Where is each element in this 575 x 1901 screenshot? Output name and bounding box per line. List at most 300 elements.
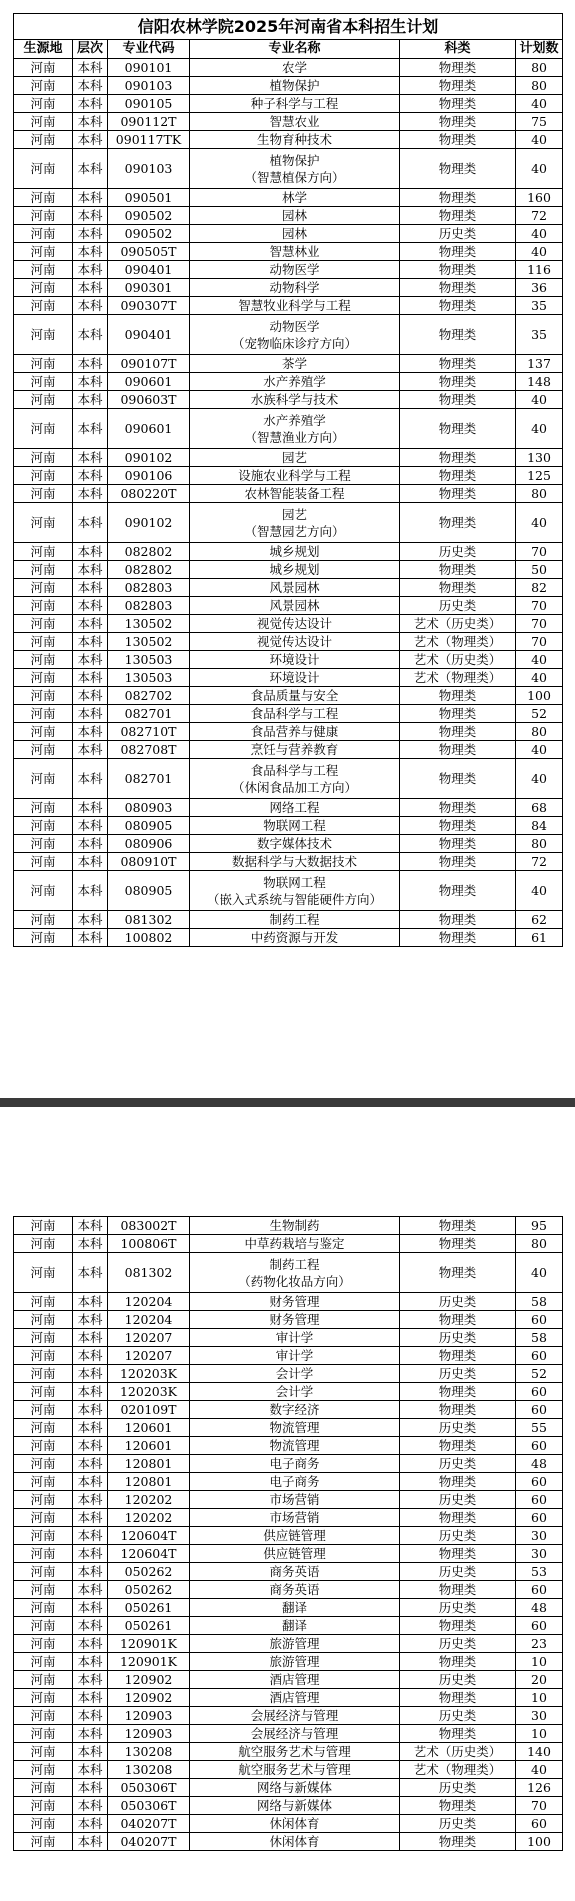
plan-count-cell: 160 <box>516 189 563 207</box>
category-cell: 物理类 <box>400 705 516 723</box>
major-code-cell: 120202 <box>108 1509 190 1527</box>
table-row <box>14 669 563 687</box>
table-row <box>14 1527 563 1545</box>
table-row <box>14 615 563 633</box>
level-cell: 本科 <box>73 355 108 373</box>
major-code-cell: 120901K <box>108 1653 190 1671</box>
plan-count-cell: 84 <box>516 817 563 835</box>
table-row <box>14 651 563 669</box>
major-name-cell: 林学 <box>190 189 400 207</box>
origin-cell: 河南 <box>14 355 73 373</box>
major-name-cell: 农学 <box>190 59 400 77</box>
origin-cell: 河南 <box>14 1671 73 1689</box>
table-row <box>14 1419 563 1437</box>
origin-cell: 河南 <box>14 315 73 355</box>
major-code-cell: 080905 <box>108 817 190 835</box>
major-name-cell: 环境设计 <box>190 669 400 687</box>
plan-count-cell: 80 <box>516 1235 563 1253</box>
level-cell: 本科 <box>73 261 108 279</box>
category-cell: 物理类 <box>400 189 516 207</box>
origin-cell: 河南 <box>14 225 73 243</box>
major-code-cell: 090401 <box>108 261 190 279</box>
major-name-cell: 中药资源与开发 <box>190 929 400 947</box>
major-name-cell: 供应链管理 <box>190 1545 400 1563</box>
table-row <box>14 1833 563 1851</box>
major-code-cell: 120801 <box>108 1455 190 1473</box>
category-cell: 历史类 <box>400 1455 516 1473</box>
origin-cell: 河南 <box>14 1383 73 1401</box>
table-row <box>14 95 563 113</box>
origin-cell: 河南 <box>14 1617 73 1635</box>
major-code-cell: 120204 <box>108 1311 190 1329</box>
origin-cell: 河南 <box>14 1527 73 1545</box>
major-code-cell: 120203K <box>108 1383 190 1401</box>
category-cell: 物理类 <box>400 1217 516 1235</box>
major-name-cell: 生物育种技术 <box>190 131 400 149</box>
major-name-cell: 数据科学与大数据技术 <box>190 853 400 871</box>
origin-cell: 河南 <box>14 1419 73 1437</box>
origin-cell: 河南 <box>14 669 73 687</box>
origin-cell: 河南 <box>14 1563 73 1581</box>
category-cell: 物理类 <box>400 95 516 113</box>
level-cell: 本科 <box>73 207 108 225</box>
category-cell: 物理类 <box>400 503 516 543</box>
origin-cell: 河南 <box>14 297 73 315</box>
level-cell: 本科 <box>73 225 108 243</box>
category-cell: 物理类 <box>400 759 516 799</box>
plan-count-cell: 10 <box>516 1725 563 1743</box>
level-cell: 本科 <box>73 503 108 543</box>
major-name-cell: 园林 <box>190 225 400 243</box>
major-name-cell: 酒店管理 <box>190 1689 400 1707</box>
major-code-cell: 120604T <box>108 1527 190 1545</box>
page-separator <box>0 1098 575 1107</box>
origin-cell: 河南 <box>14 561 73 579</box>
level-cell: 本科 <box>73 1235 108 1253</box>
category-cell: 物理类 <box>400 297 516 315</box>
plan-count-cell: 48 <box>516 1455 563 1473</box>
major-code-cell: 120902 <box>108 1671 190 1689</box>
level-cell: 本科 <box>73 705 108 723</box>
table-row <box>14 409 563 449</box>
table-row <box>14 373 563 391</box>
origin-cell: 河南 <box>14 1689 73 1707</box>
origin-cell: 河南 <box>14 409 73 449</box>
major-name-cell: 网络与新媒体 <box>190 1797 400 1815</box>
major-name-cell: 视觉传达设计 <box>190 633 400 651</box>
plan-count-cell: 40 <box>516 131 563 149</box>
major-name-cell: 植物保护 （智慧植保方向） <box>190 149 400 189</box>
table-row <box>14 1509 563 1527</box>
origin-cell: 河南 <box>14 391 73 409</box>
major-code-cell: 082702 <box>108 687 190 705</box>
category-cell: 历史类 <box>400 597 516 615</box>
origin-cell: 河南 <box>14 189 73 207</box>
major-code-cell: 090102 <box>108 503 190 543</box>
level-cell: 本科 <box>73 817 108 835</box>
category-cell: 物理类 <box>400 59 516 77</box>
plan-count-cell: 80 <box>516 485 563 503</box>
level-cell: 本科 <box>73 1653 108 1671</box>
origin-cell: 河南 <box>14 1833 73 1851</box>
origin-cell: 河南 <box>14 871 73 911</box>
origin-cell: 河南 <box>14 373 73 391</box>
table-row <box>14 1455 563 1473</box>
level-cell: 本科 <box>73 1329 108 1347</box>
plan-count-cell: 72 <box>516 207 563 225</box>
major-name-cell: 酒店管理 <box>190 1671 400 1689</box>
plan-count-cell: 62 <box>516 911 563 929</box>
major-code-cell: 090401 <box>108 315 190 355</box>
level-cell: 本科 <box>73 373 108 391</box>
origin-cell: 河南 <box>14 1329 73 1347</box>
plan-count-cell: 40 <box>516 409 563 449</box>
category-cell: 历史类 <box>400 543 516 561</box>
major-name-cell: 种子科学与工程 <box>190 95 400 113</box>
origin-cell: 河南 <box>14 543 73 561</box>
table-row <box>14 1815 563 1833</box>
category-cell: 物理类 <box>400 261 516 279</box>
table-row <box>14 297 563 315</box>
major-name-cell: 财务管理 <box>190 1293 400 1311</box>
table-row <box>14 261 563 279</box>
major-code-cell: 090103 <box>108 77 190 95</box>
major-name-cell: 制药工程 （药物化妆品方向） <box>190 1253 400 1293</box>
major-code-cell: 090601 <box>108 373 190 391</box>
table-row <box>14 1217 563 1235</box>
table-title: 信阳农林学院2025年河南省本科招生计划 <box>14 14 563 40</box>
major-name-cell: 翻译 <box>190 1617 400 1635</box>
major-name-cell: 市场营销 <box>190 1491 400 1509</box>
plan-count-cell: 53 <box>516 1563 563 1581</box>
header-origin: 生源地 <box>14 40 73 59</box>
table-row <box>14 467 563 485</box>
category-cell: 物理类 <box>400 467 516 485</box>
category-cell: 艺术（历史类） <box>400 1743 516 1761</box>
level-cell: 本科 <box>73 1563 108 1581</box>
plan-count-cell: 60 <box>516 1437 563 1455</box>
major-name-cell: 市场营销 <box>190 1509 400 1527</box>
origin-cell: 河南 <box>14 1217 73 1235</box>
major-name-cell: 网络工程 <box>190 799 400 817</box>
category-cell: 物理类 <box>400 1581 516 1599</box>
major-code-cell: 120902 <box>108 1689 190 1707</box>
major-code-cell: 050306T <box>108 1779 190 1797</box>
origin-cell: 河南 <box>14 1707 73 1725</box>
origin-cell: 河南 <box>14 59 73 77</box>
category-cell: 物理类 <box>400 131 516 149</box>
category-cell: 物理类 <box>400 113 516 131</box>
category-cell: 物理类 <box>400 207 516 225</box>
level-cell: 本科 <box>73 1253 108 1293</box>
level-cell: 本科 <box>73 59 108 77</box>
plan-count-cell: 137 <box>516 355 563 373</box>
origin-cell: 河南 <box>14 1253 73 1293</box>
plan-count-cell: 140 <box>516 1743 563 1761</box>
plan-count-cell: 60 <box>516 1581 563 1599</box>
plan-count-cell: 40 <box>516 503 563 543</box>
major-name-cell: 中草药栽培与鉴定 <box>190 1235 400 1253</box>
table-row <box>14 1491 563 1509</box>
table-row <box>14 1743 563 1761</box>
major-name-cell: 供应链管理 <box>190 1527 400 1545</box>
table-row <box>14 131 563 149</box>
origin-cell: 河南 <box>14 1455 73 1473</box>
major-name-cell: 食品科学与工程 <box>190 705 400 723</box>
category-cell: 物理类 <box>400 449 516 467</box>
table-row <box>14 1401 563 1419</box>
origin-cell: 河南 <box>14 1311 73 1329</box>
category-cell: 物理类 <box>400 77 516 95</box>
level-cell: 本科 <box>73 741 108 759</box>
plan-count-cell: 40 <box>516 149 563 189</box>
table-row <box>14 1473 563 1491</box>
category-cell: 物理类 <box>400 391 516 409</box>
category-cell: 历史类 <box>400 1599 516 1617</box>
plan-count-cell: 10 <box>516 1653 563 1671</box>
major-code-cell: 082701 <box>108 759 190 799</box>
major-name-cell: 烹饪与营养教育 <box>190 741 400 759</box>
category-cell: 物理类 <box>400 1509 516 1527</box>
major-name-cell: 翻译 <box>190 1599 400 1617</box>
plan-count-cell: 10 <box>516 1689 563 1707</box>
major-name-cell: 食品科学与工程 （休闲食品加工方向） <box>190 759 400 799</box>
origin-cell: 河南 <box>14 1761 73 1779</box>
origin-cell: 河南 <box>14 149 73 189</box>
origin-cell: 河南 <box>14 741 73 759</box>
plan-count-cell: 72 <box>516 853 563 871</box>
major-code-cell: 082710T <box>108 723 190 741</box>
plan-count-cell: 40 <box>516 871 563 911</box>
plan-count-cell: 60 <box>516 1401 563 1419</box>
level-cell: 本科 <box>73 543 108 561</box>
origin-cell: 河南 <box>14 1815 73 1833</box>
major-code-cell: 090603T <box>108 391 190 409</box>
major-name-cell: 动物科学 <box>190 279 400 297</box>
table-row <box>14 225 563 243</box>
plan-count-cell: 30 <box>516 1545 563 1563</box>
major-name-cell: 食品营养与健康 <box>190 723 400 741</box>
plan-count-cell: 60 <box>516 1347 563 1365</box>
level-cell: 本科 <box>73 1455 108 1473</box>
table-row <box>14 355 563 373</box>
table-body <box>14 1217 563 1851</box>
major-name-cell: 水产养殖学 （智慧渔业方向） <box>190 409 400 449</box>
major-name-cell: 物流管理 <box>190 1419 400 1437</box>
table-row <box>14 799 563 817</box>
plan-count-cell: 60 <box>516 1509 563 1527</box>
plan-count-cell: 60 <box>516 1815 563 1833</box>
major-name-cell: 休闲体育 <box>190 1833 400 1851</box>
major-code-cell: 050262 <box>108 1581 190 1599</box>
major-code-cell: 120801 <box>108 1473 190 1491</box>
category-cell: 历史类 <box>400 1815 516 1833</box>
level-cell: 本科 <box>73 1689 108 1707</box>
origin-cell: 河南 <box>14 633 73 651</box>
level-cell: 本科 <box>73 835 108 853</box>
origin-cell: 河南 <box>14 1545 73 1563</box>
major-code-cell: 081302 <box>108 911 190 929</box>
major-code-cell: 082803 <box>108 597 190 615</box>
major-code-cell: 082802 <box>108 543 190 561</box>
level-cell: 本科 <box>73 1545 108 1563</box>
header-major-code: 专业代码 <box>108 40 190 59</box>
origin-cell: 河南 <box>14 1347 73 1365</box>
major-name-cell: 商务英语 <box>190 1563 400 1581</box>
plan-count-cell: 30 <box>516 1527 563 1545</box>
level-cell: 本科 <box>73 1509 108 1527</box>
table-row <box>14 597 563 615</box>
level-cell: 本科 <box>73 669 108 687</box>
major-code-cell: 020109T <box>108 1401 190 1419</box>
category-cell: 艺术（物理类） <box>400 1761 516 1779</box>
level-cell: 本科 <box>73 189 108 207</box>
major-name-cell: 农林智能装备工程 <box>190 485 400 503</box>
table-row <box>14 1347 563 1365</box>
table-row <box>14 1563 563 1581</box>
major-code-cell: 120203K <box>108 1365 190 1383</box>
table-row <box>14 315 563 355</box>
major-code-cell: 090501 <box>108 189 190 207</box>
category-cell: 历史类 <box>400 1671 516 1689</box>
origin-cell: 河南 <box>14 1725 73 1743</box>
plan-count-cell: 58 <box>516 1329 563 1347</box>
plan-count-cell: 126 <box>516 1779 563 1797</box>
table-row <box>14 1329 563 1347</box>
table-row <box>14 741 563 759</box>
level-cell: 本科 <box>73 391 108 409</box>
origin-cell: 河南 <box>14 95 73 113</box>
major-code-cell: 090307T <box>108 297 190 315</box>
category-cell: 物理类 <box>400 149 516 189</box>
plan-count-cell: 40 <box>516 1761 563 1779</box>
major-code-cell: 090117TK <box>108 131 190 149</box>
table-row <box>14 543 563 561</box>
major-name-cell: 动物医学 （宠物临床诊疗方向） <box>190 315 400 355</box>
plan-count-cell: 70 <box>516 597 563 615</box>
origin-cell: 河南 <box>14 1365 73 1383</box>
category-cell: 物理类 <box>400 1689 516 1707</box>
origin-cell: 河南 <box>14 449 73 467</box>
category-cell: 物理类 <box>400 723 516 741</box>
major-name-cell: 园林 <box>190 207 400 225</box>
category-cell: 历史类 <box>400 1491 516 1509</box>
plan-count-cell: 60 <box>516 1383 563 1401</box>
origin-cell: 河南 <box>14 1473 73 1491</box>
plan-count-cell: 125 <box>516 467 563 485</box>
category-cell: 物理类 <box>400 687 516 705</box>
table-row <box>14 911 563 929</box>
plan-count-cell: 58 <box>516 1293 563 1311</box>
category-cell: 物理类 <box>400 853 516 871</box>
major-name-cell: 动物医学 <box>190 261 400 279</box>
major-name-cell: 电子商务 <box>190 1455 400 1473</box>
plan-count-cell: 60 <box>516 1311 563 1329</box>
table-row <box>14 279 563 297</box>
major-name-cell: 风景园林 <box>190 579 400 597</box>
level-cell: 本科 <box>73 1581 108 1599</box>
plan-count-cell: 40 <box>516 741 563 759</box>
table-row <box>14 929 563 947</box>
major-name-cell: 审计学 <box>190 1329 400 1347</box>
plan-count-cell: 40 <box>516 225 563 243</box>
category-cell: 物理类 <box>400 561 516 579</box>
origin-cell: 河南 <box>14 503 73 543</box>
category-cell: 物理类 <box>400 1617 516 1635</box>
origin-cell: 河南 <box>14 131 73 149</box>
category-cell: 历史类 <box>400 1563 516 1581</box>
major-name-cell: 植物保护 <box>190 77 400 95</box>
plan-count-cell: 61 <box>516 929 563 947</box>
table-row <box>14 1253 563 1293</box>
category-cell: 物理类 <box>400 911 516 929</box>
plan-count-cell: 82 <box>516 579 563 597</box>
category-cell: 物理类 <box>400 741 516 759</box>
table-row <box>14 723 563 741</box>
origin-cell: 河南 <box>14 1797 73 1815</box>
plan-count-cell: 40 <box>516 759 563 799</box>
plan-count-cell: 40 <box>516 651 563 669</box>
major-code-cell: 090112T <box>108 113 190 131</box>
plan-count-cell: 130 <box>516 449 563 467</box>
level-cell: 本科 <box>73 1743 108 1761</box>
major-code-cell: 130503 <box>108 651 190 669</box>
major-name-cell: 数字媒体技术 <box>190 835 400 853</box>
major-name-cell: 水族科学与技术 <box>190 391 400 409</box>
major-code-cell: 120204 <box>108 1293 190 1311</box>
category-cell: 艺术（历史类） <box>400 615 516 633</box>
plan-count-cell: 70 <box>516 633 563 651</box>
level-cell: 本科 <box>73 651 108 669</box>
major-name-cell: 智慧牧业科学与工程 <box>190 297 400 315</box>
level-cell: 本科 <box>73 799 108 817</box>
level-cell: 本科 <box>73 485 108 503</box>
major-name-cell: 会计学 <box>190 1383 400 1401</box>
major-name-cell: 智慧林业 <box>190 243 400 261</box>
major-name-cell: 设施农业科学与工程 <box>190 467 400 485</box>
plan-count-cell: 70 <box>516 1797 563 1815</box>
category-cell: 物理类 <box>400 579 516 597</box>
origin-cell: 河南 <box>14 853 73 871</box>
level-cell: 本科 <box>73 929 108 947</box>
major-name-cell: 生物制药 <box>190 1217 400 1235</box>
table-row <box>14 449 563 467</box>
origin-cell: 河南 <box>14 261 73 279</box>
major-name-cell: 商务英语 <box>190 1581 400 1599</box>
table-row <box>14 1653 563 1671</box>
origin-cell: 河南 <box>14 1235 73 1253</box>
table-row <box>14 1437 563 1455</box>
level-cell: 本科 <box>73 315 108 355</box>
origin-cell: 河南 <box>14 1581 73 1599</box>
category-cell: 物理类 <box>400 1797 516 1815</box>
level-cell: 本科 <box>73 1815 108 1833</box>
plan-count-cell: 70 <box>516 615 563 633</box>
category-cell: 历史类 <box>400 1707 516 1725</box>
category-cell: 历史类 <box>400 1293 516 1311</box>
admission-table-part-1 <box>13 13 562 947</box>
category-cell: 物理类 <box>400 1311 516 1329</box>
plan-count-cell: 40 <box>516 243 563 261</box>
table-row <box>14 1635 563 1653</box>
level-cell: 本科 <box>73 1293 108 1311</box>
major-code-cell: 082802 <box>108 561 190 579</box>
major-code-cell: 120901K <box>108 1635 190 1653</box>
major-code-cell: 090502 <box>108 225 190 243</box>
level-cell: 本科 <box>73 1671 108 1689</box>
origin-cell: 河南 <box>14 1293 73 1311</box>
plan-count-cell: 40 <box>516 669 563 687</box>
